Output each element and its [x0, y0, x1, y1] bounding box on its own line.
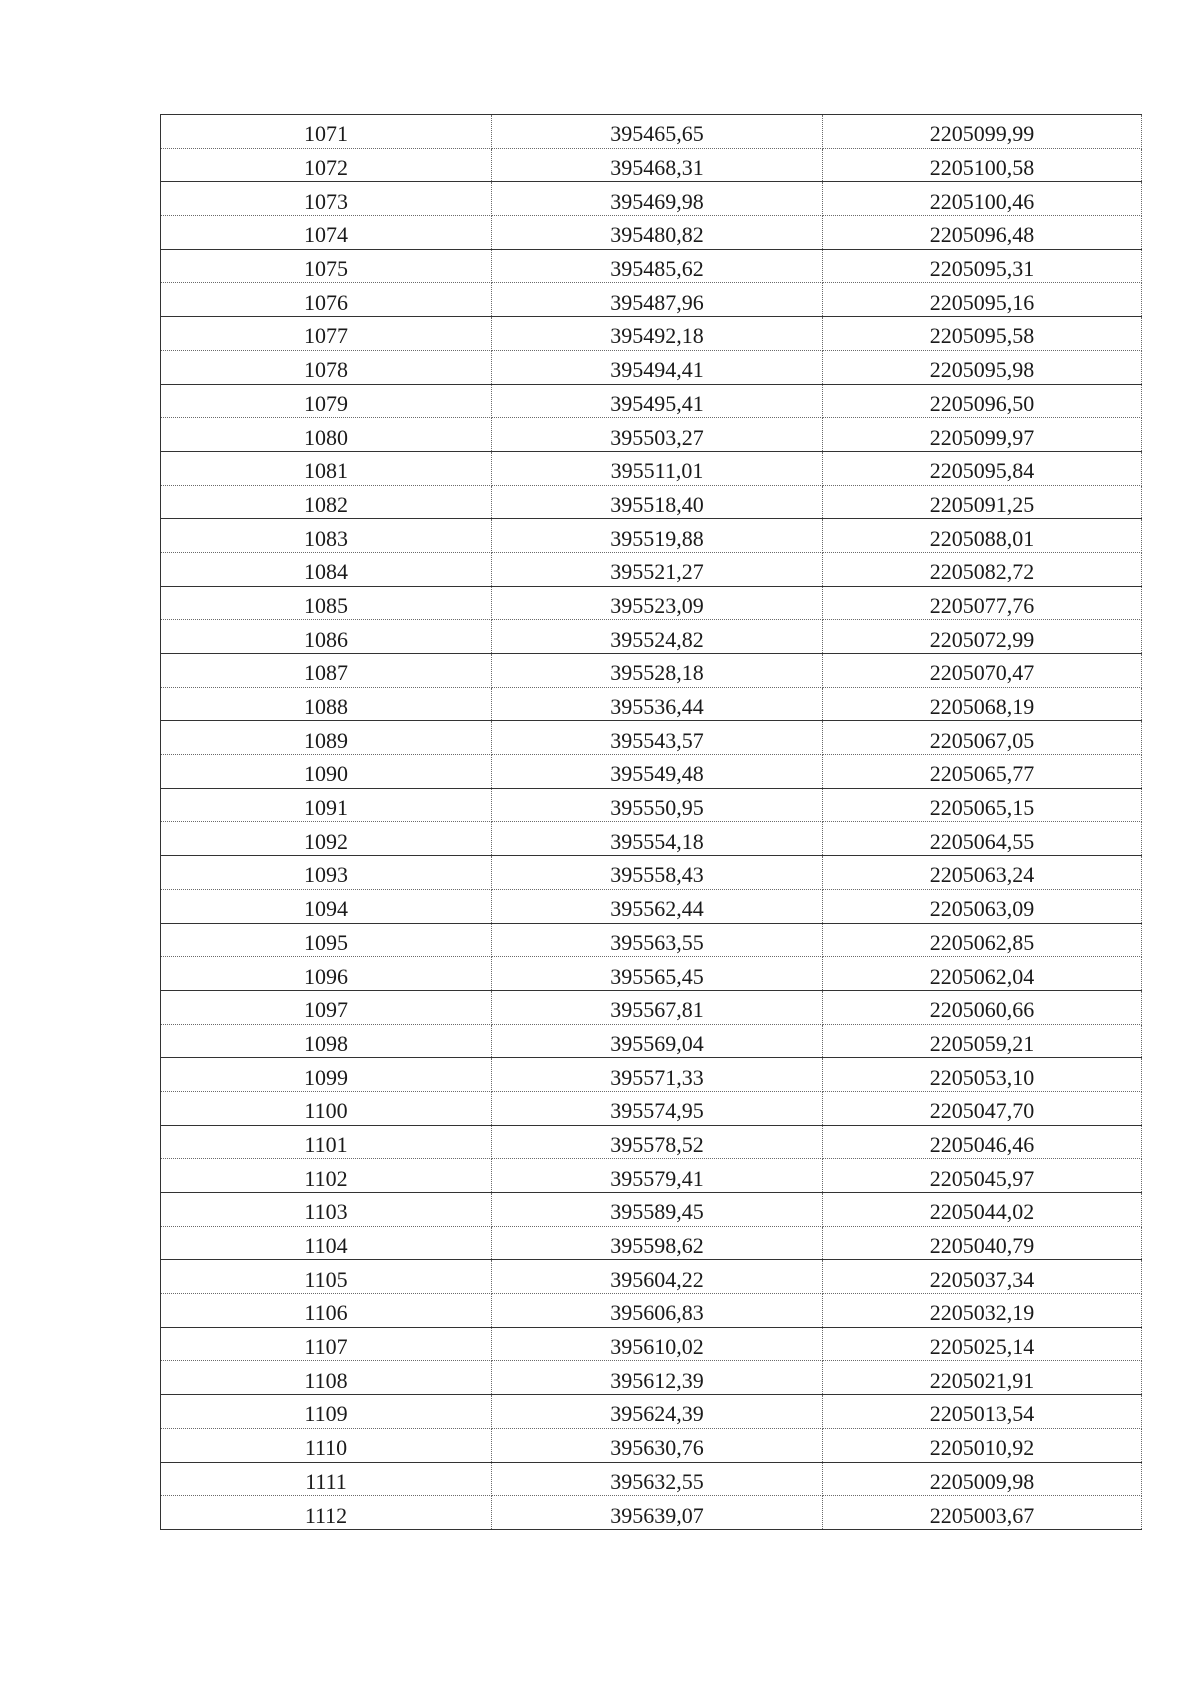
cell-text: 1077: [304, 323, 348, 349]
point-number-cell: [161, 350, 492, 384]
cell-text: 395511,01: [610, 458, 704, 484]
cell-text: 2205047,70: [929, 1098, 1035, 1124]
cell-text: 1104: [304, 1233, 348, 1259]
table-row: [161, 856, 1142, 890]
cell-text: 395574,95: [610, 1098, 704, 1124]
y-coordinate-cell: [823, 1260, 1142, 1294]
cell-text: 2205009,98: [929, 1468, 1035, 1494]
cell-text: 395578,52: [610, 1131, 704, 1157]
cell-text: 1084: [304, 559, 348, 585]
table-row: [161, 552, 1142, 586]
x-coordinate-cell: [492, 418, 823, 452]
cell-text: 2205063,24: [929, 862, 1035, 888]
x-coordinate-cell: [492, 1462, 823, 1496]
cell-text: 395487,96: [610, 289, 704, 315]
point-number-cell: [161, 1091, 492, 1125]
y-coordinate-cell: [823, 1058, 1142, 1092]
cell-text: 2205096,50: [929, 390, 1035, 416]
y-coordinate-cell: [823, 1496, 1142, 1530]
coordinates-table-body: [161, 115, 1142, 1530]
cell-text: 395567,81: [610, 997, 704, 1023]
cell-text: 395536,44: [610, 694, 704, 720]
table-row: [161, 1428, 1142, 1462]
cell-text: 395562,44: [610, 896, 704, 922]
y-coordinate-cell: [823, 1462, 1142, 1496]
x-coordinate-cell: [492, 317, 823, 351]
cell-text: 2205063,09: [929, 896, 1035, 922]
y-coordinate-cell: [823, 1125, 1142, 1159]
table-row: [161, 654, 1142, 688]
y-coordinate-cell: [823, 923, 1142, 957]
cell-text: 1108: [304, 1367, 348, 1393]
cell-text: 2205065,77: [929, 761, 1035, 787]
table-row: [161, 249, 1142, 283]
cell-text: 2205059,21: [929, 1030, 1035, 1056]
cell-text: 2205095,31: [929, 256, 1035, 282]
cell-text: 2205037,34: [929, 1266, 1035, 1292]
x-coordinate-cell: [492, 1193, 823, 1227]
y-coordinate-cell: [823, 990, 1142, 1024]
cell-text: 395563,55: [610, 929, 704, 955]
point-number-cell: [161, 283, 492, 317]
cell-text: 395480,82: [610, 222, 704, 248]
cell-text: 1112: [304, 1502, 348, 1528]
point-number-cell: [161, 485, 492, 519]
cell-text: 395612,39: [610, 1367, 704, 1393]
cell-text: 2205010,92: [929, 1435, 1035, 1461]
y-coordinate-cell: [823, 586, 1142, 620]
cell-text: 2205099,99: [929, 121, 1035, 147]
cell-text: 395523,09: [610, 592, 704, 618]
table-row: [161, 1058, 1142, 1092]
table-row: [161, 957, 1142, 991]
point-number-cell: [161, 721, 492, 755]
cell-text: 395494,41: [610, 357, 704, 383]
x-coordinate-cell: [492, 889, 823, 923]
table-row: [161, 182, 1142, 216]
x-coordinate-cell: [492, 957, 823, 991]
x-coordinate-cell: [492, 1091, 823, 1125]
x-coordinate-cell: [492, 1159, 823, 1193]
table-row: [161, 1091, 1142, 1125]
point-number-cell: [161, 1395, 492, 1429]
x-coordinate-cell: [492, 654, 823, 688]
x-coordinate-cell: [492, 755, 823, 789]
x-coordinate-cell: [492, 216, 823, 250]
table-row: [161, 350, 1142, 384]
cell-text: 2205095,84: [929, 458, 1035, 484]
point-number-cell: [161, 216, 492, 250]
cell-text: 1091: [304, 795, 348, 821]
cell-text: 395565,45: [610, 963, 704, 989]
x-coordinate-cell: [492, 451, 823, 485]
y-coordinate-cell: [823, 1361, 1142, 1395]
cell-text: 395495,41: [610, 390, 704, 416]
y-coordinate-cell: [823, 350, 1142, 384]
cell-text: 2205095,58: [929, 323, 1035, 349]
x-coordinate-cell: [492, 1125, 823, 1159]
y-coordinate-cell: [823, 889, 1142, 923]
table-row: [161, 418, 1142, 452]
table-row: [161, 889, 1142, 923]
cell-text: 1083: [304, 525, 348, 551]
cell-text: 2205100,58: [929, 155, 1035, 181]
cell-text: 1106: [304, 1300, 348, 1326]
point-number-cell: [161, 654, 492, 688]
cell-text: 1090: [304, 761, 348, 787]
cell-text: 395465,65: [610, 121, 704, 147]
cell-text: 1072: [304, 155, 348, 181]
y-coordinate-cell: [823, 856, 1142, 890]
y-coordinate-cell: [823, 485, 1142, 519]
point-number-cell: [161, 620, 492, 654]
table-row: [161, 451, 1142, 485]
cell-text: 2205053,10: [929, 1064, 1035, 1090]
table-row: [161, 216, 1142, 250]
cell-text: 1102: [304, 1165, 348, 1191]
y-coordinate-cell: [823, 1327, 1142, 1361]
cell-text: 2205091,25: [929, 491, 1035, 517]
y-coordinate-cell: [823, 1226, 1142, 1260]
cell-text: 395571,33: [610, 1064, 704, 1090]
cell-text: 2205045,97: [929, 1165, 1035, 1191]
point-number-cell: [161, 1462, 492, 1496]
x-coordinate-cell: [492, 822, 823, 856]
cell-text: 395521,27: [610, 559, 704, 585]
y-coordinate-cell: [823, 519, 1142, 553]
cell-text: 395543,57: [610, 727, 704, 753]
point-number-cell: [161, 384, 492, 418]
table-row: [161, 1327, 1142, 1361]
cell-text: 1103: [304, 1199, 348, 1225]
table-row: [161, 822, 1142, 856]
point-number-cell: [161, 1193, 492, 1227]
y-coordinate-cell: [823, 182, 1142, 216]
cell-text: 1105: [304, 1266, 348, 1292]
cell-text: 1076: [304, 289, 348, 315]
table-row: [161, 485, 1142, 519]
point-number-cell: [161, 1428, 492, 1462]
point-number-cell: [161, 317, 492, 351]
y-coordinate-cell: [823, 283, 1142, 317]
y-coordinate-cell: [823, 620, 1142, 654]
cell-text: 2205060,66: [929, 997, 1035, 1023]
cell-text: 395492,18: [610, 323, 704, 349]
x-coordinate-cell: [492, 182, 823, 216]
table-row: [161, 1462, 1142, 1496]
cell-text: 2205082,72: [929, 559, 1035, 585]
cell-text: 2205062,04: [929, 963, 1035, 989]
cell-text: 2205095,16: [929, 289, 1035, 315]
x-coordinate-cell: [492, 115, 823, 149]
cell-text: 395469,98: [610, 188, 704, 214]
cell-text: 2205065,15: [929, 795, 1035, 821]
cell-text: 1098: [304, 1030, 348, 1056]
table-row: [161, 317, 1142, 351]
cell-text: 1081: [304, 458, 348, 484]
cell-text: 1092: [304, 828, 348, 854]
x-coordinate-cell: [492, 519, 823, 553]
cell-text: 395569,04: [610, 1030, 704, 1056]
cell-text: 395554,18: [610, 828, 704, 854]
x-coordinate-cell: [492, 1058, 823, 1092]
y-coordinate-cell: [823, 1024, 1142, 1058]
cell-text: 2205046,46: [929, 1131, 1035, 1157]
y-coordinate-cell: [823, 216, 1142, 250]
y-coordinate-cell: [823, 654, 1142, 688]
x-coordinate-cell: [492, 687, 823, 721]
cell-text: 395468,31: [610, 155, 704, 181]
cell-text: 1087: [304, 660, 348, 686]
y-coordinate-cell: [823, 1193, 1142, 1227]
table-row: [161, 115, 1142, 149]
cell-text: 1095: [304, 929, 348, 955]
y-coordinate-cell: [823, 721, 1142, 755]
cell-text: 1075: [304, 256, 348, 282]
table-row: [161, 1226, 1142, 1260]
point-number-cell: [161, 923, 492, 957]
cell-text: 1094: [304, 896, 348, 922]
cell-text: 2205067,05: [929, 727, 1035, 753]
cell-text: 2205099,97: [929, 424, 1035, 450]
y-coordinate-cell: [823, 822, 1142, 856]
cell-text: 1089: [304, 727, 348, 753]
point-number-cell: [161, 115, 492, 149]
point-number-cell: [161, 552, 492, 586]
point-number-cell: [161, 519, 492, 553]
y-coordinate-cell: [823, 788, 1142, 822]
point-number-cell: [161, 1327, 492, 1361]
y-coordinate-cell: [823, 552, 1142, 586]
cell-text: 1100: [304, 1098, 348, 1124]
x-coordinate-cell: [492, 283, 823, 317]
x-coordinate-cell: [492, 1024, 823, 1058]
table-row: [161, 148, 1142, 182]
point-number-cell: [161, 1125, 492, 1159]
y-coordinate-cell: [823, 1294, 1142, 1328]
cell-text: 2205096,48: [929, 222, 1035, 248]
point-number-cell: [161, 990, 492, 1024]
x-coordinate-cell: [492, 148, 823, 182]
x-coordinate-cell: [492, 620, 823, 654]
point-number-cell: [161, 1058, 492, 1092]
x-coordinate-cell: [492, 1428, 823, 1462]
point-number-cell: [161, 889, 492, 923]
cell-text: 2205072,99: [929, 626, 1035, 652]
table-row: [161, 384, 1142, 418]
cell-text: 395606,83: [610, 1300, 704, 1326]
cell-text: 395558,43: [610, 862, 704, 888]
x-coordinate-cell: [492, 1226, 823, 1260]
point-number-cell: [161, 755, 492, 789]
cell-text: 395598,62: [610, 1233, 704, 1259]
x-coordinate-cell: [492, 990, 823, 1024]
x-coordinate-cell: [492, 350, 823, 384]
cell-text: 1093: [304, 862, 348, 888]
table-row: [161, 283, 1142, 317]
x-coordinate-cell: [492, 856, 823, 890]
table-row: [161, 620, 1142, 654]
cell-text: 1078: [304, 357, 348, 383]
cell-text: 395632,55: [610, 1468, 704, 1494]
x-coordinate-cell: [492, 1361, 823, 1395]
x-coordinate-cell: [492, 1395, 823, 1429]
cell-text: 2205013,54: [929, 1401, 1035, 1427]
y-coordinate-cell: [823, 755, 1142, 789]
cell-text: 395503,27: [610, 424, 704, 450]
point-number-cell: [161, 1294, 492, 1328]
cell-text: 2205070,47: [929, 660, 1035, 686]
cell-text: 1110: [304, 1435, 348, 1461]
cell-text: 2205032,19: [929, 1300, 1035, 1326]
table-row: [161, 1260, 1142, 1294]
cell-text: 1111: [305, 1468, 347, 1494]
cell-text: 395639,07: [610, 1502, 704, 1528]
cell-text: 1101: [304, 1131, 348, 1157]
y-coordinate-cell: [823, 451, 1142, 485]
x-coordinate-cell: [492, 384, 823, 418]
point-number-cell: [161, 148, 492, 182]
point-number-cell: [161, 1159, 492, 1193]
cell-text: 395518,40: [610, 491, 704, 517]
cell-text: 1082: [304, 491, 348, 517]
table-row: [161, 1125, 1142, 1159]
y-coordinate-cell: [823, 687, 1142, 721]
table-row: [161, 586, 1142, 620]
cell-text: 1071: [304, 121, 348, 147]
table-row: [161, 923, 1142, 957]
cell-text: 395604,22: [610, 1266, 704, 1292]
cell-text: 1099: [304, 1064, 348, 1090]
cell-text: 1088: [304, 694, 348, 720]
x-coordinate-cell: [492, 721, 823, 755]
y-coordinate-cell: [823, 1091, 1142, 1125]
table-row: [161, 1193, 1142, 1227]
point-number-cell: [161, 1024, 492, 1058]
x-coordinate-cell: [492, 1294, 823, 1328]
y-coordinate-cell: [823, 1395, 1142, 1429]
x-coordinate-cell: [492, 485, 823, 519]
table-row: [161, 687, 1142, 721]
point-number-cell: [161, 182, 492, 216]
point-number-cell: [161, 687, 492, 721]
cell-text: 395624,39: [610, 1401, 704, 1427]
point-number-cell: [161, 418, 492, 452]
table-row: [161, 788, 1142, 822]
cell-text: 1073: [304, 188, 348, 214]
table-row: [161, 990, 1142, 1024]
coordinates-table: [160, 114, 1142, 1530]
cell-text: 395610,02: [610, 1334, 704, 1360]
table-row: [161, 1294, 1142, 1328]
point-number-cell: [161, 957, 492, 991]
point-number-cell: [161, 451, 492, 485]
cell-text: 2205040,79: [929, 1233, 1035, 1259]
cell-text: 2205044,02: [929, 1199, 1035, 1225]
x-coordinate-cell: [492, 923, 823, 957]
point-number-cell: [161, 822, 492, 856]
cell-text: 1107: [304, 1334, 348, 1360]
cell-text: 2205021,91: [929, 1367, 1035, 1393]
cell-text: 395519,88: [610, 525, 704, 551]
cell-text: 2205062,85: [929, 929, 1035, 955]
cell-text: 1097: [304, 997, 348, 1023]
y-coordinate-cell: [823, 317, 1142, 351]
x-coordinate-cell: [492, 1496, 823, 1530]
cell-text: 2205068,19: [929, 694, 1035, 720]
point-number-cell: [161, 1226, 492, 1260]
table-row: [161, 1361, 1142, 1395]
cell-text: 2205077,76: [929, 592, 1035, 618]
cell-text: 395630,76: [610, 1435, 704, 1461]
point-number-cell: [161, 249, 492, 283]
cell-text: 2205003,67: [929, 1502, 1035, 1528]
cell-text: 395485,62: [610, 256, 704, 282]
cell-text: 1080: [304, 424, 348, 450]
cell-text: 1074: [304, 222, 348, 248]
table-row: [161, 1395, 1142, 1429]
point-number-cell: [161, 586, 492, 620]
x-coordinate-cell: [492, 1260, 823, 1294]
point-number-cell: [161, 1496, 492, 1530]
cell-text: 395579,41: [610, 1165, 704, 1191]
x-coordinate-cell: [492, 249, 823, 283]
cell-text: 2205095,98: [929, 357, 1035, 383]
cell-text: 1086: [304, 626, 348, 652]
table-row: [161, 721, 1142, 755]
cell-text: 1085: [304, 592, 348, 618]
y-coordinate-cell: [823, 249, 1142, 283]
cell-text: 2205064,55: [929, 828, 1035, 854]
table-row: [161, 1159, 1142, 1193]
cell-text: 395550,95: [610, 795, 704, 821]
y-coordinate-cell: [823, 1428, 1142, 1462]
cell-text: 1096: [304, 963, 348, 989]
cell-text: 2205025,14: [929, 1334, 1035, 1360]
y-coordinate-cell: [823, 115, 1142, 149]
x-coordinate-cell: [492, 586, 823, 620]
x-coordinate-cell: [492, 1327, 823, 1361]
table-row: [161, 755, 1142, 789]
cell-text: 1079: [304, 390, 348, 416]
cell-text: 1109: [304, 1401, 348, 1427]
cell-text: 395549,48: [610, 761, 704, 787]
point-number-cell: [161, 856, 492, 890]
cell-text: 395528,18: [610, 660, 704, 686]
table-row: [161, 1024, 1142, 1058]
table-row: [161, 519, 1142, 553]
y-coordinate-cell: [823, 384, 1142, 418]
cell-text: 395524,82: [610, 626, 704, 652]
cell-text: 395589,45: [610, 1199, 704, 1225]
point-number-cell: [161, 1260, 492, 1294]
table-row: [161, 1496, 1142, 1530]
y-coordinate-cell: [823, 418, 1142, 452]
y-coordinate-cell: [823, 1159, 1142, 1193]
x-coordinate-cell: [492, 552, 823, 586]
cell-text: 2205088,01: [929, 525, 1035, 551]
y-coordinate-cell: [823, 148, 1142, 182]
point-number-cell: [161, 788, 492, 822]
x-coordinate-cell: [492, 788, 823, 822]
cell-text: 2205100,46: [929, 188, 1035, 214]
y-coordinate-cell: [823, 957, 1142, 991]
point-number-cell: [161, 1361, 492, 1395]
